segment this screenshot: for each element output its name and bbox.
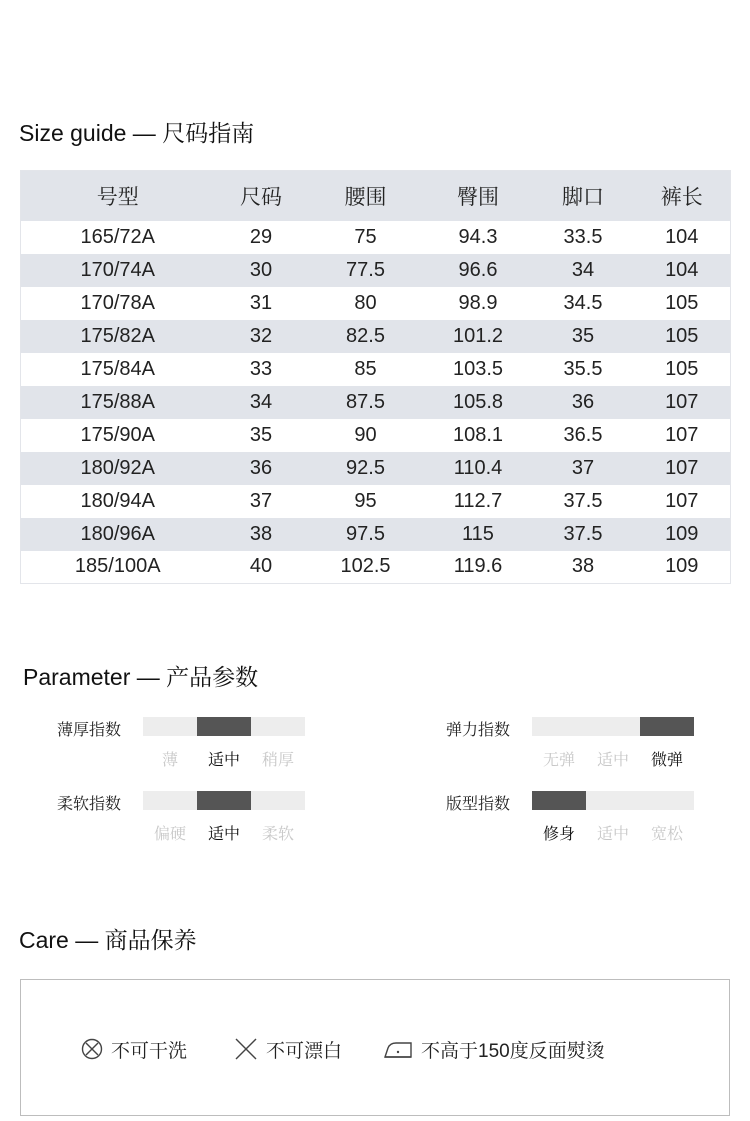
table-cell: 107 [665,489,699,512]
table-cell: 37 [571,456,595,479]
table-cell: 96.6 [458,258,498,281]
table-cell: 105 [665,357,699,380]
table-cell: 109 [665,555,699,578]
table-row [21,452,731,485]
param-label: 薄厚指数 [57,722,122,739]
table-cell: 175/82A [80,324,155,347]
table-cell: 75 [354,225,377,248]
header-cell: 裤长 [660,185,703,209]
table-cell: 36 [249,456,273,479]
table-cell: 101.2 [452,324,504,347]
table-cell: 32 [249,324,273,347]
table-cell: 170/78A [80,291,155,314]
table-cell: 115 [462,522,494,545]
param-option: 适中 [207,752,240,769]
table-row [21,551,731,584]
care-label: 不可干洗 [111,1040,188,1062]
table-cell: 104 [665,225,699,248]
table-cell: 30 [249,258,273,281]
table-cell: 36.5 [563,423,603,446]
care-item-no-bleach [234,1037,342,1061]
table-row [21,320,731,353]
param-bar [143,791,305,810]
table-cell: 97.5 [346,522,385,545]
param-label: 柔软指数 [57,796,122,813]
no-dry-clean-icon [81,1038,103,1060]
header-cell: 号型 [96,185,139,209]
table-cell: 38 [571,555,595,578]
table-cell: 87.5 [346,390,385,413]
table-cell: 109 [665,522,699,545]
param-option: 适中 [596,826,629,843]
table-cell: 119.6 [453,555,503,578]
table-cell: 40 [249,555,273,578]
table-cell: 35 [571,324,595,347]
table-cell: 95 [354,489,377,512]
header-cell: 尺码 [240,185,282,209]
table-row [21,485,731,518]
table-row [21,254,731,287]
param-bar [532,717,694,736]
care-box [20,979,730,1116]
size-table-header [21,171,731,221]
care-label: 不高于150度反面熨烫 [421,1040,605,1062]
table-cell: 107 [665,390,699,413]
table-row [21,419,731,452]
table-cell: 180/92A [80,456,155,479]
table-cell: 185/100A [74,555,161,578]
table-cell: 105 [665,324,699,347]
table-cell: 104 [665,258,699,281]
size-guide-title: Size guide — 尺码指南 [19,120,255,146]
care-label: 不可漂白 [266,1040,343,1062]
table-cell: 82.5 [346,324,385,347]
table-row [21,518,731,551]
table-cell: 37.5 [563,489,603,512]
header-cell: 臀围 [457,185,499,209]
table-cell: 107 [665,456,699,479]
header-cell: 脚口 [562,185,604,209]
table-cell: 94.3 [458,225,498,248]
table-cell: 103.5 [452,357,504,380]
table-cell: 108.1 [452,423,504,446]
table-cell: 98.9 [458,291,498,314]
table-cell: 33 [249,357,273,380]
table-cell: 180/94A [80,489,155,512]
iron-icon [383,1038,413,1060]
param-option: 稍厚 [261,752,294,769]
care-item-iron [383,1037,605,1061]
table-cell: 112.7 [453,489,503,512]
table-cell: 107 [665,423,699,446]
param-indicator [197,717,251,736]
param-option: 微弹 [650,752,683,769]
table-cell: 175/88A [80,390,155,413]
table-cell: 35 [249,423,273,446]
table-cell: 105 [665,291,699,314]
table-cell: 165/72A [80,225,155,248]
care-item-no-dry-clean [81,1037,187,1061]
table-cell: 33.5 [563,225,603,248]
param-indicator [197,791,251,810]
table-cell: 175/90A [80,423,155,446]
param-option: 柔软 [261,826,294,843]
table-cell: 35.5 [563,357,603,380]
table-cell: 29 [249,225,273,248]
table-cell: 85 [354,357,377,380]
param-option: 薄 [161,752,178,769]
no-bleach-icon [234,1038,258,1060]
param-option: 宽松 [650,826,683,843]
table-cell: 36 [571,390,595,413]
table-cell: 34 [249,390,273,413]
table-cell: 34 [571,258,595,281]
table-cell: 90 [354,423,377,446]
table-cell: 37.5 [563,522,603,545]
table-cell: 38 [249,522,273,545]
param-indicator [532,791,586,810]
size-table [20,170,731,584]
param-option: 适中 [207,826,240,843]
param-bar [532,791,694,810]
param-bar [143,717,305,736]
table-cell: 80 [354,291,377,314]
param-option: 适中 [596,752,629,769]
table-row [21,353,731,386]
table-cell: 105.8 [452,390,504,413]
param-option: 修身 [542,826,575,843]
table-cell: 180/96A [80,522,155,545]
param-option: 无弹 [542,752,575,769]
table-cell: 37 [249,489,273,512]
table-cell: 170/74A [80,258,155,281]
table-cell: 110.4 [453,456,503,479]
param-label: 弹力指数 [446,722,511,739]
header-cell: 腰围 [344,185,387,209]
table-row [21,221,731,254]
care-title: Care — 商品保养 [19,927,197,953]
param-label: 版型指数 [446,796,511,813]
table-cell: 175/84A [80,357,155,380]
param-indicator [640,717,694,736]
table-row [21,386,731,419]
parameter-title: Parameter — 产品参数 [23,664,259,690]
table-row [21,287,731,320]
table-cell: 31 [249,291,273,314]
table-cell: 77.5 [346,258,385,281]
table-cell: 34.5 [563,291,603,314]
table-cell: 92.5 [346,456,385,479]
table-cell: 102.5 [340,555,391,578]
param-option: 偏硬 [153,826,186,843]
